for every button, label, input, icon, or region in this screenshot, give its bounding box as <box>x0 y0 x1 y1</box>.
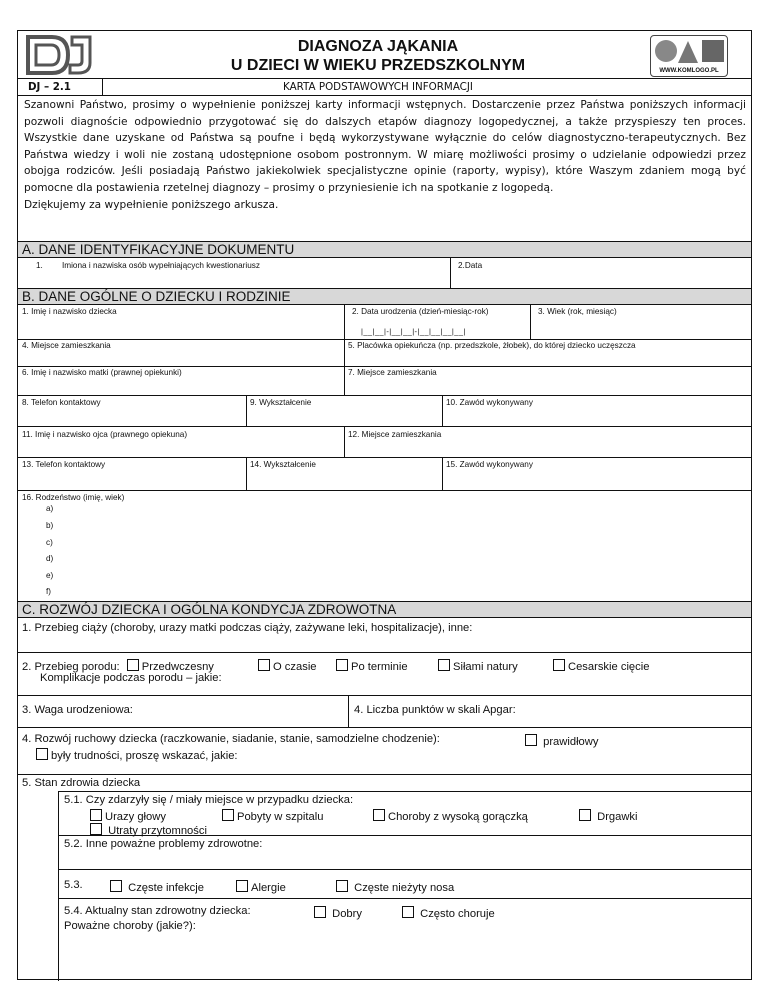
checkbox-rhinitis[interactable] <box>336 880 348 892</box>
checkbox-on-time[interactable] <box>258 659 270 671</box>
checkbox-caesarean[interactable] <box>553 659 565 671</box>
fillers-name-field[interactable]: Imiona i nazwiska osób wypełniających kwestionariusz <box>62 261 260 270</box>
option-seizures: Drgawki <box>579 809 638 823</box>
father-name-field[interactable]: 11. Imię i nazwisko ojca (prawnego opiekuna) <box>22 430 188 439</box>
events-question: 5.1. Czy zdarzyły się / miały miejsce w przypadku dziecka: <box>64 794 354 806</box>
sibling-d[interactable]: d) <box>46 554 54 563</box>
form-code: DJ – 2.1 <box>28 81 71 93</box>
health-heading: 5. Stan zdrowia dziecka <box>22 777 141 789</box>
section-b-heading: B. DANE OGÓLNE O DZIECKU I RODZINIE <box>18 288 751 305</box>
checkbox-natural[interactable] <box>438 659 450 671</box>
option-allergies: Alergie <box>236 880 286 894</box>
option-motor-normal: prawidłowy <box>525 734 598 748</box>
birth-course-question: 2. Przebieg porodu: Przedwczesny <box>22 661 214 673</box>
pregnancy-question[interactable]: 1. Przebieg ciąży (choroby, urazy matki podczas ciąży, zażywane leki, hospitalizacje), inne: <box>22 622 473 634</box>
mother-education-field[interactable]: 9. Wykształcenie <box>250 398 312 407</box>
form-page <box>17 30 752 980</box>
sibling-f[interactable]: f) <box>46 587 52 596</box>
child-name-field[interactable]: 1. Imię i nazwisko dziecka <box>22 307 117 316</box>
option-infections: Częste infekcje <box>110 880 204 894</box>
option-often-ill: Często choruje <box>402 906 495 920</box>
father-occupation-field[interactable]: 15. Zawód wykonywany <box>446 460 533 469</box>
option-good: Dobry <box>314 906 362 920</box>
option-on-time: O czasie <box>258 659 317 673</box>
checkbox-infections[interactable] <box>110 880 122 892</box>
birth-weight-field[interactable]: 3. Waga urodzeniowa: <box>22 704 133 716</box>
checkbox-head-injury[interactable] <box>90 809 102 821</box>
checkbox-motor-difficulties[interactable] <box>36 748 48 760</box>
sibling-a[interactable]: a) <box>46 504 54 513</box>
checkbox-post-term[interactable] <box>336 659 348 671</box>
serious-diseases-field[interactable]: Poważne choroby (jakie?): <box>64 920 196 932</box>
checkbox-seizures[interactable] <box>579 809 591 821</box>
checkbox-good[interactable] <box>314 906 326 918</box>
section-c-heading: C. ROZWÓJ DZIECKA I OGÓLNA KONDYCJA ZDROWOTNA <box>18 601 751 618</box>
motor-development-question: 4. Rozwój ruchowy dziecka (raczkowanie, siadanie, stanie, samodzielne chodzenie): <box>22 733 440 745</box>
komlogo-logo: WWW.KOMLOGO.PL <box>650 35 728 77</box>
residence-field[interactable]: 4. Miejsce zamieszkania <box>22 341 111 350</box>
checkbox-unconsciousness[interactable] <box>90 823 102 835</box>
father-education-field[interactable]: 14. Wykształcenie <box>250 460 316 469</box>
intro-text: Szanowni Państwo, prosimy o wypełnienie poniższej karty informacji wstępnych. Dostarczenie przez Państwa poniższych informacji pozwoli diagnoście odpowiednio przygotować się do dalszych etapów diagnozy logopedycznej, a także przyspieszy ten proces. Wszystkie dane uzyskane od Państwa są poufne i będą wykorzystywane wyłącznie do celów diagnostyczno-terapeutycznych. Bez Państwa wiedzy i woli nie zostaną udostępnione osobom postronnym. W miarę możliwości prosimy o udzielanie odpowiedzi przez obojga rodziców. Jeśli posiadają Państwo jakiekolwiek specjalistyczne opinie (raporty, wypisy), które Waszym zdaniem mogą być pomocne dla postawienia rzetelnej diagnozy – prosimy o przyniesienie ich na spotkanie z logopedą. Dziękujemy za wypełnienie poniższego arkusza. <box>24 99 746 211</box>
birth-date-field[interactable]: 2. Data urodzenia (dzień-miesiąc-rok) <box>352 307 489 316</box>
option-fever: Choroby z wysoką gorączką <box>373 809 528 823</box>
checkbox-motor-normal[interactable] <box>525 734 537 746</box>
siblings-field[interactable]: 16. Rodzeństwo (imię, wiek) <box>22 493 125 502</box>
birth-complications-field[interactable]: Komplikacje podczas porodu – jakie: <box>40 672 222 684</box>
apgar-field[interactable]: 4. Liczba punktów w skali Apgar: <box>354 704 516 716</box>
q53-label: 5.3. <box>64 879 83 891</box>
other-health-problems-field[interactable]: 5.2. Inne poważne problemy zdrowotne: <box>64 838 263 850</box>
birth-date-boxes: |__|__|-|__|__|-|__|__|__|__| <box>361 327 466 336</box>
checkbox-allergies[interactable] <box>236 880 248 892</box>
field-label: 1. <box>36 261 43 270</box>
option-rhinitis: Częste nieżyty nosa <box>336 880 454 894</box>
option-caesarean: Cesarskie cięcie <box>553 659 649 673</box>
option-head-injury: Urazy głowy <box>90 809 166 823</box>
sibling-c[interactable]: c) <box>46 538 53 547</box>
age-field[interactable]: 3. Wiek (rok, miesiąc) <box>538 307 617 316</box>
option-motor-difficulties: były trudności, proszę wskazać, jakie: <box>36 748 238 762</box>
sibling-e[interactable]: e) <box>46 571 54 580</box>
sibling-b[interactable]: b) <box>46 521 54 530</box>
option-unconsciousness: Utraty przytomności <box>90 823 207 837</box>
option-post-term: Po terminie <box>336 659 408 673</box>
care-facility-field[interactable]: 5. Placówka opiekuńcza (np. przedszkole, żłobek), do której dziecko uczęszcza <box>348 341 636 350</box>
mother-residence-field[interactable]: 7. Miejsce zamieszkania <box>348 368 437 377</box>
mother-phone-field[interactable]: 8. Telefon kontaktowy <box>22 398 101 407</box>
section-a-heading: A. DANE IDENTYFIKACYJNE DOKUMENTU <box>18 241 751 258</box>
checkbox-fever[interactable] <box>373 809 385 821</box>
father-phone-field[interactable]: 13. Telefon kontaktowy <box>22 460 106 469</box>
form-subtitle: KARTA PODSTAWOWYCH INFORMACJI <box>283 81 473 93</box>
mother-name-field[interactable]: 6. Imię i nazwisko matki (prawnej opiekunki) <box>22 368 182 377</box>
option-natural: Siłami natury <box>438 659 518 673</box>
date-field[interactable]: 2.Data <box>458 261 483 270</box>
father-residence-field[interactable]: 12. Miejsce zamieszkania <box>348 430 442 439</box>
current-health-question: 5.4. Aktualny stan zdrowotny dziecka: <box>64 905 251 917</box>
mother-occupation-field[interactable]: 10. Zawód wykonywany <box>446 398 533 407</box>
dj-logo <box>24 33 96 77</box>
checkbox-hospital[interactable] <box>222 809 234 821</box>
form-title: DIAGNOZA JĄKANIA U DZIECI W WIEKU PRZEDSZKOLNYM <box>230 38 526 74</box>
checkbox-often-ill[interactable] <box>402 906 414 918</box>
checkbox-premature[interactable] <box>127 659 139 671</box>
option-hospital: Pobyty w szpitalu <box>222 809 323 823</box>
